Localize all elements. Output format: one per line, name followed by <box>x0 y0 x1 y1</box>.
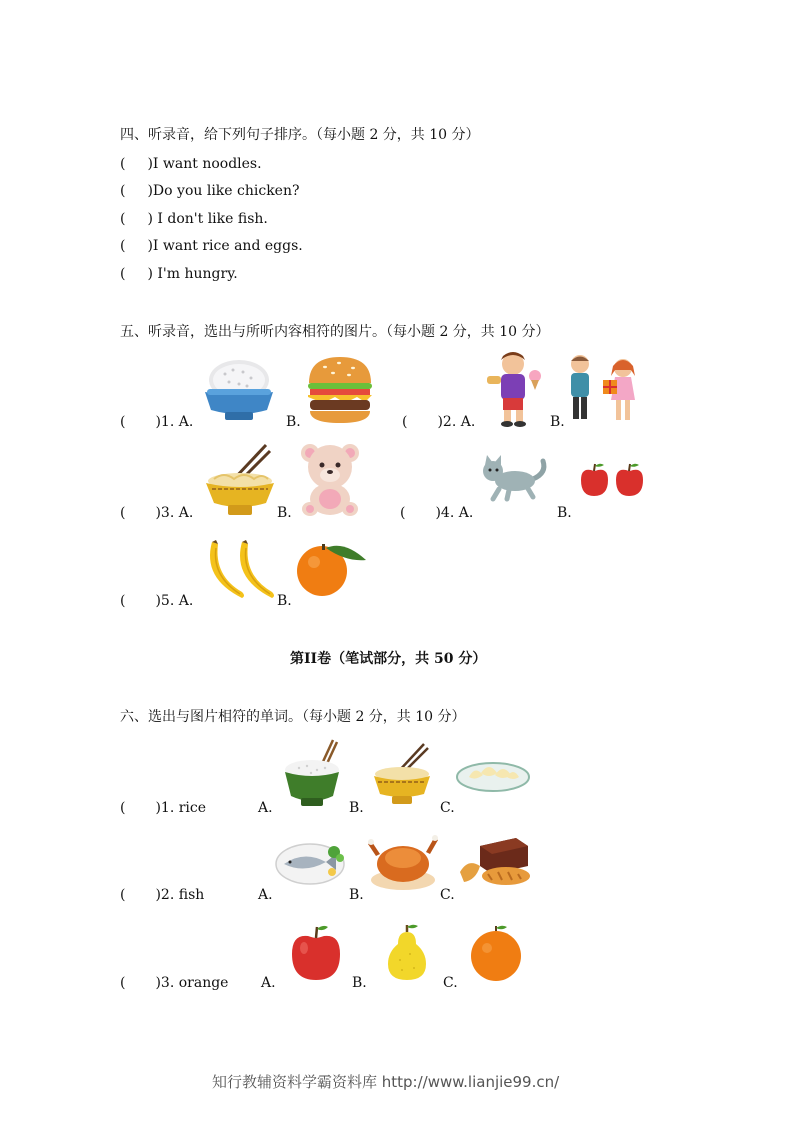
rice-bowl-blue-icon[interactable] <box>203 358 275 422</box>
question-2 <box>402 414 475 430</box>
roast-chicken-icon[interactable] <box>368 832 438 892</box>
answer-bracket[interactable]: ( <box>120 414 126 430</box>
answer-bracket[interactable]: ( <box>120 975 126 991</box>
orange-fruit-icon[interactable] <box>296 540 370 598</box>
option-b-label: B. <box>349 800 364 816</box>
answer-bracket[interactable]: ( <box>120 593 126 609</box>
rice-bowl-green-icon[interactable] <box>283 740 341 808</box>
section5-heading: 五、听录音，选出与所听内容相符的图片。（每小题 2 分，共 10 分） <box>120 324 550 340</box>
option-a-label: A. <box>261 975 276 991</box>
sentence-text: )Do you like chicken? <box>147 183 300 199</box>
list-item <box>120 183 299 199</box>
question-label: )1. A. <box>155 414 194 430</box>
question-6-2 <box>120 887 204 903</box>
option-b-label: B. <box>286 414 301 430</box>
option-a-label: A. <box>258 887 273 903</box>
answer-bracket[interactable]: ( <box>120 266 126 282</box>
list-item <box>120 238 303 254</box>
list-item <box>120 211 268 227</box>
option-b-label: B. <box>277 593 292 609</box>
sentence-text: ) I don't like fish. <box>147 211 268 227</box>
sentence-text: ) I'm hungry. <box>147 266 238 282</box>
noodle-bowl-icon[interactable] <box>204 443 276 519</box>
bread-icon[interactable] <box>458 836 532 890</box>
option-b-label: B. <box>550 414 565 430</box>
question-3 <box>120 505 193 521</box>
cat-icon[interactable] <box>479 455 549 501</box>
answer-bracket[interactable]: ( <box>400 505 406 521</box>
question-label: )2. fish <box>155 887 205 903</box>
boy-with-food-icon[interactable] <box>483 350 545 428</box>
sentence-text: )I want noodles. <box>147 156 262 172</box>
teddy-bear-icon[interactable] <box>298 441 362 519</box>
part2-title: 第II卷（笔试部分，共 50 分） <box>290 651 487 667</box>
bananas-icon[interactable] <box>202 538 280 602</box>
section6-heading: 六、选出与图片相符的单词。（每小题 2 分，共 10 分） <box>120 709 466 725</box>
section4-heading: 四、听录音，给下列句子排序。（每小题 2 分，共 10 分） <box>120 127 480 143</box>
list-item <box>120 266 238 282</box>
question-label: )3. A. <box>155 505 194 521</box>
list-item <box>120 156 262 172</box>
question-5 <box>120 593 193 609</box>
people-with-gift-icon[interactable] <box>565 352 645 426</box>
answer-bracket[interactable]: ( <box>120 183 126 199</box>
question-label: )2. A. <box>437 414 476 430</box>
fish-plate-icon[interactable] <box>274 836 350 886</box>
question-label: )4. A. <box>435 505 474 521</box>
hamburger-icon[interactable] <box>305 355 375 425</box>
question-6-3 <box>120 975 228 991</box>
option-a-label: A. <box>258 800 273 816</box>
option-b-label: B. <box>352 975 367 991</box>
answer-bracket[interactable]: ( <box>120 505 126 521</box>
answer-bracket[interactable]: ( <box>402 414 408 430</box>
answer-bracket[interactable]: ( <box>120 156 126 172</box>
dumplings-plate-icon[interactable] <box>455 757 531 793</box>
option-c-label: C. <box>440 800 455 816</box>
apple-icon[interactable] <box>290 924 342 982</box>
answer-bracket[interactable]: ( <box>120 800 126 816</box>
question-label: )3. orange <box>155 975 229 991</box>
question-6-1 <box>120 800 206 816</box>
answer-bracket[interactable]: ( <box>120 887 126 903</box>
question-1 <box>120 414 193 430</box>
option-b-label: B. <box>557 505 572 521</box>
sentence-text: )I want rice and eggs. <box>147 238 303 254</box>
pear-icon[interactable] <box>384 924 430 982</box>
answer-bracket[interactable]: ( <box>120 238 126 254</box>
question-label: )1. rice <box>155 800 207 816</box>
footer-watermark: 知行教辅资料学霸资料库 http://www.lianjie99.cn/ <box>212 1073 560 1091</box>
option-b-label: B. <box>349 887 364 903</box>
option-b-label: B. <box>277 505 292 521</box>
question-label: )5. A. <box>155 593 194 609</box>
option-c-label: C. <box>440 887 455 903</box>
orange-fruit-icon[interactable] <box>469 924 523 982</box>
noodle-bowl-icon[interactable] <box>372 742 432 806</box>
two-apples-icon[interactable] <box>578 462 648 498</box>
question-4 <box>400 505 473 521</box>
answer-bracket[interactable]: ( <box>120 211 126 227</box>
option-c-label: C. <box>443 975 458 991</box>
